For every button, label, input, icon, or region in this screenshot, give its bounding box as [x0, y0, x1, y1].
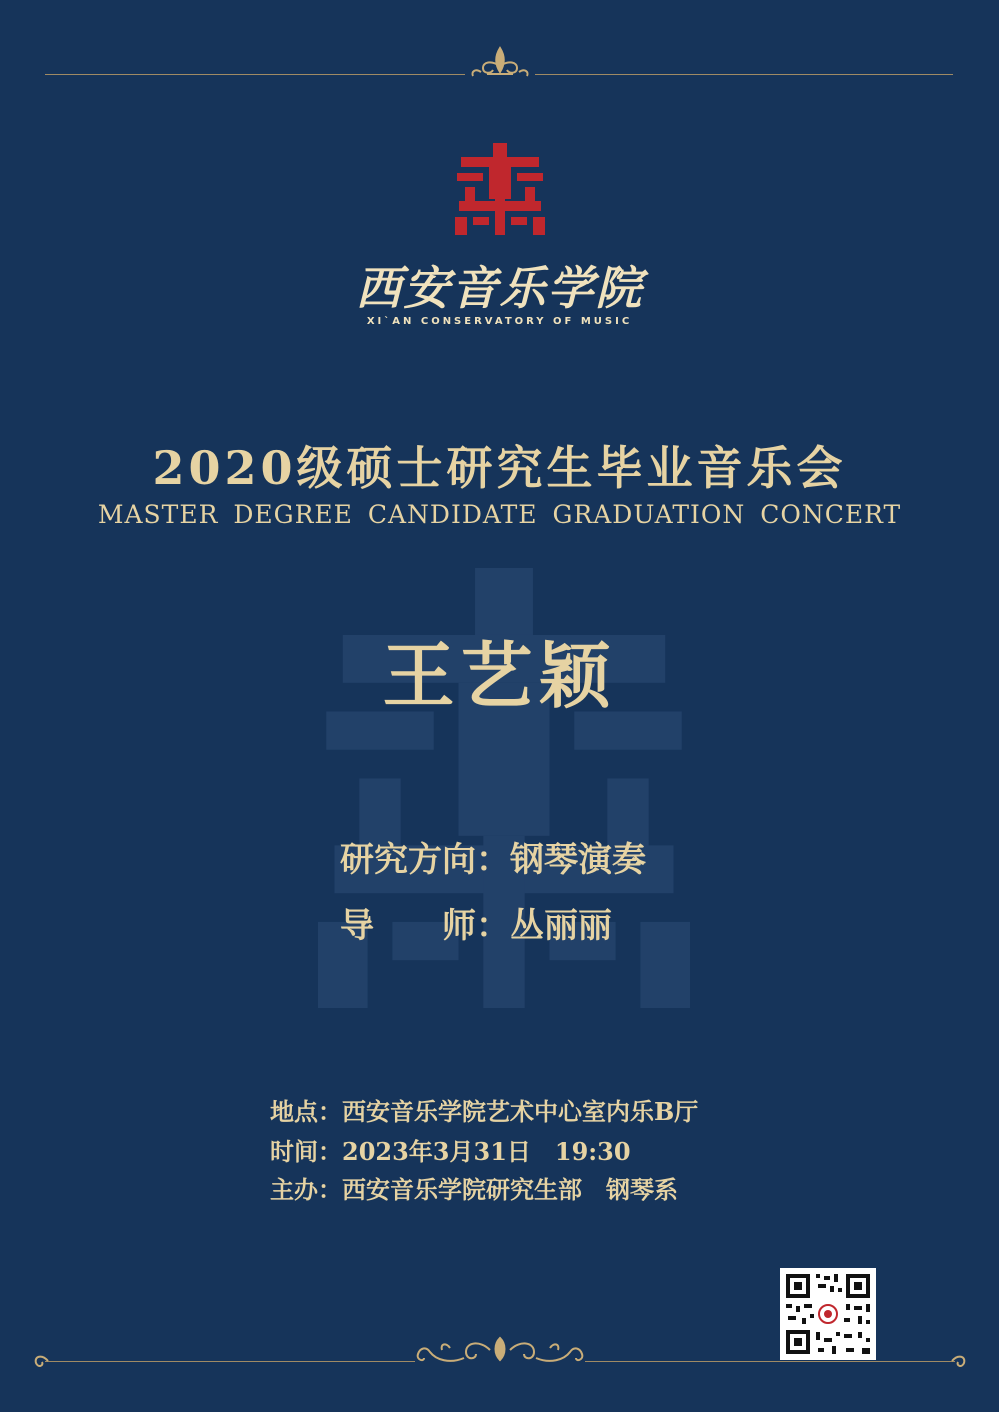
conservatory-name-en: XI`AN CONSERVATORY OF MUSIC — [366, 316, 633, 327]
research-direction-label: 研究方向： — [340, 840, 510, 880]
advisor-label: 导 师： — [340, 906, 510, 946]
event-host: 主办：西安音乐学院研究生部 钢琴系 — [270, 1175, 678, 1204]
advisor — [340, 898, 612, 947]
top-divider-right — [535, 74, 953, 75]
advisor-value: 丛丽丽 — [510, 906, 612, 946]
concert-title-cn: 2020级硕士研究生毕业音乐会 — [152, 441, 847, 495]
bottom-divider-left — [45, 1361, 415, 1362]
bottom-divider-right — [585, 1361, 955, 1362]
event-time: 时间：2023年3月31日 19:30 — [270, 1137, 631, 1166]
conservatory-name-cn: 西安音乐学院 — [355, 261, 644, 315]
performer-name: 王艺颖 — [382, 633, 617, 718]
fleur-de-lis-ornament — [465, 44, 535, 80]
scroll-ornament-left-end — [32, 1350, 52, 1372]
conservatory-seal-logo — [455, 143, 545, 235]
top-divider — [45, 74, 465, 75]
event-location: 地点：西安音乐学院艺术中心室内乐B厅 — [270, 1097, 699, 1126]
research-direction — [340, 832, 646, 881]
concert-title-en: MASTER DEGREE CANDIDATE GRADUATION CONCERT — [97, 500, 902, 529]
research-direction-value: 钢琴演奏 — [510, 840, 646, 880]
scroll-ornament-right-end — [948, 1350, 968, 1372]
qr-code — [780, 1268, 876, 1360]
scroll-ornament-center — [410, 1330, 590, 1370]
